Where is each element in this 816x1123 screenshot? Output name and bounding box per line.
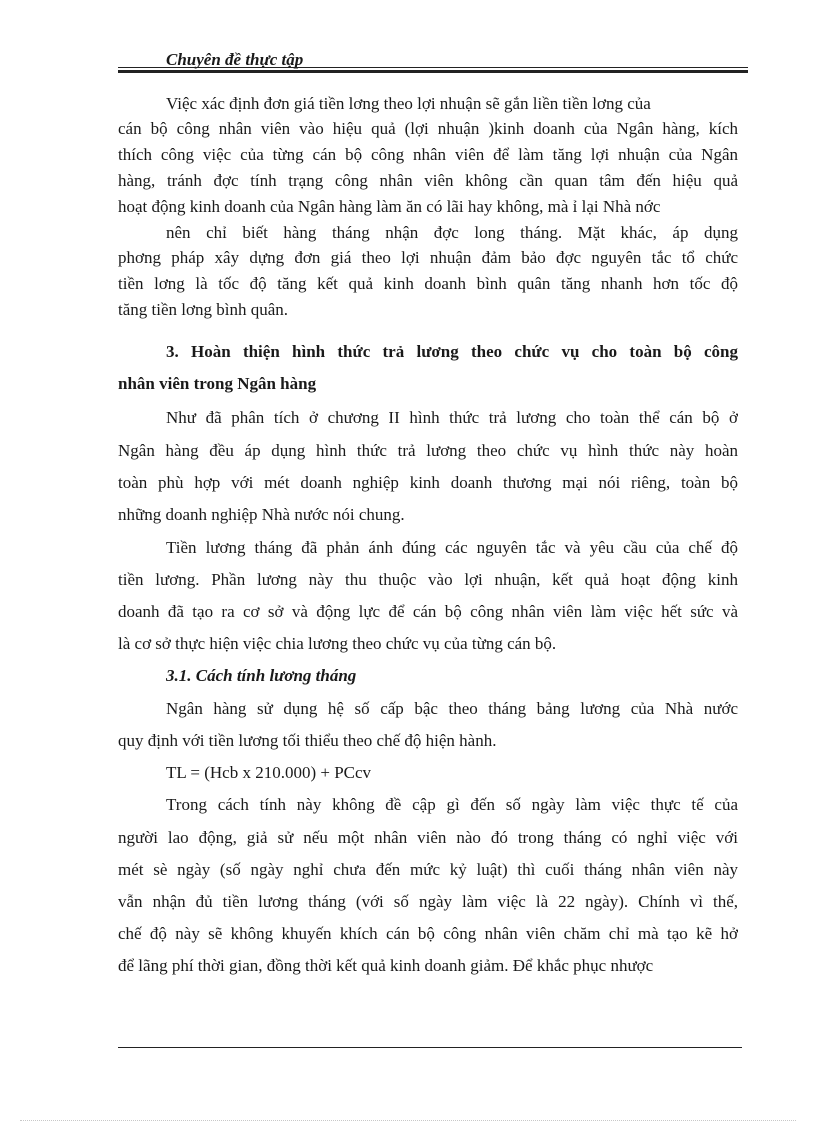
text-line: tăng tiền lơng bình quân. — [118, 300, 288, 319]
page-edge-dotted — [20, 1120, 796, 1121]
text-line: những doanh nghiệp Nhà nước nói chung. — [118, 505, 405, 524]
text-line: nhân viên trong Ngân hàng — [118, 374, 317, 393]
text-line: Ngân hàng đều áp dụng hình thức trả lương theo chức vụ hình thức này hoàn — [118, 441, 738, 460]
text-line: 3. Hoàn thiện hình thức trả lương theo chức vụ cho toàn bộ công — [166, 342, 738, 361]
text-line: để lãng phí thời gian, đồng thời kết quả kinh doanh giảm. Để khắc phục nhược — [118, 956, 654, 975]
text-line: nên chỉ biết hàng tháng nhận đợc long tháng. Mặt khác, áp dụng — [166, 223, 738, 242]
text-line: Việc xác định đơn giá tiền lơng theo lợi nhuận sẽ gắn liền tiền lơng của — [166, 94, 651, 113]
text-line: cán bộ công nhân viên vào hiệu quả (lợi nhuận )kinh doanh của Ngân hàng, kích — [118, 119, 738, 138]
text-line: phơng pháp xây dựng đơn giá theo lợi nhuận đảm bảo đợc nguyên tắc tổ chức — [118, 248, 738, 267]
text-line: hoạt động kinh doanh của Ngân hàng làm ăn có lãi hay không, mà ỉ lại Nhà nớc — [118, 197, 661, 216]
text-line: vẫn nhận đủ tiền lương tháng (với số ngày làm việc là 22 ngày). Chính vì thế, — [118, 892, 738, 911]
text-line: Trong cách tính này không đề cập gì đến số ngày làm việc thực tế của — [166, 795, 738, 814]
text-line: mét sè ngày (số ngày nghỉ chưa đến mức kỷ luật) thì cuối tháng nhân viên này — [118, 860, 738, 879]
text-line: chế độ này sẽ không khuyến khích cán bộ công nhân viên chăm chỉ mà tạo kẽ hở — [118, 924, 738, 943]
text-line: Ngân hàng sử dụng hệ số cấp bậc theo tháng bảng lương của Nhà nước — [166, 699, 738, 718]
text-line: hàng, tránh đợc tính trạng công nhân viên không cần quan tâm đến hiệu quả — [118, 171, 738, 190]
text-line: tiền lương. Phần lương này thu thuộc vào lợi nhuận, kết quả hoạt động kinh — [118, 570, 738, 589]
text-line: quy định với tiền lương tối thiểu theo chế độ hiện hành. — [118, 731, 497, 750]
header-rule-thin — [118, 67, 748, 68]
page-header-title: Chuyên đề thực tập — [166, 50, 304, 69]
text-line: Tiền lương tháng đã phản ánh đúng các nguyên tắc và yêu cầu của chế độ — [166, 538, 738, 557]
footer-rule — [118, 1047, 742, 1048]
text-line: là cơ sở thực hiện việc chia lương theo chức vụ của từng cán bộ. — [118, 634, 557, 653]
text-line: người lao động, giả sử nếu một nhân viên nào đó trong tháng có nghỉ việc với — [118, 828, 738, 847]
text-line: Như đã phân tích ở chương II hình thức trả lương cho toàn thể cán bộ ở — [166, 408, 738, 427]
text-line: doanh đã tạo ra cơ sở và động lực để cán bộ công nhân viên làm việc hết sức và — [118, 602, 738, 621]
text-line: thích công việc của từng cán bộ công nhân viên để làm tăng lợi nhuận của Ngân — [118, 145, 738, 164]
text-line: TL = (Hcb x 210.000) + PCcv — [166, 763, 372, 782]
text-line: toàn phù hợp với mét doanh nghiệp kinh doanh thương mại nói riêng, toàn bộ — [118, 473, 738, 492]
text-line: tiền lơng là tốc độ tăng kết quả kinh doanh bình quân tăng nhanh hơn tốc độ — [118, 274, 738, 293]
header-rule-thick — [118, 70, 748, 73]
text-line: 3.1. Cách tính lương tháng — [166, 666, 357, 685]
